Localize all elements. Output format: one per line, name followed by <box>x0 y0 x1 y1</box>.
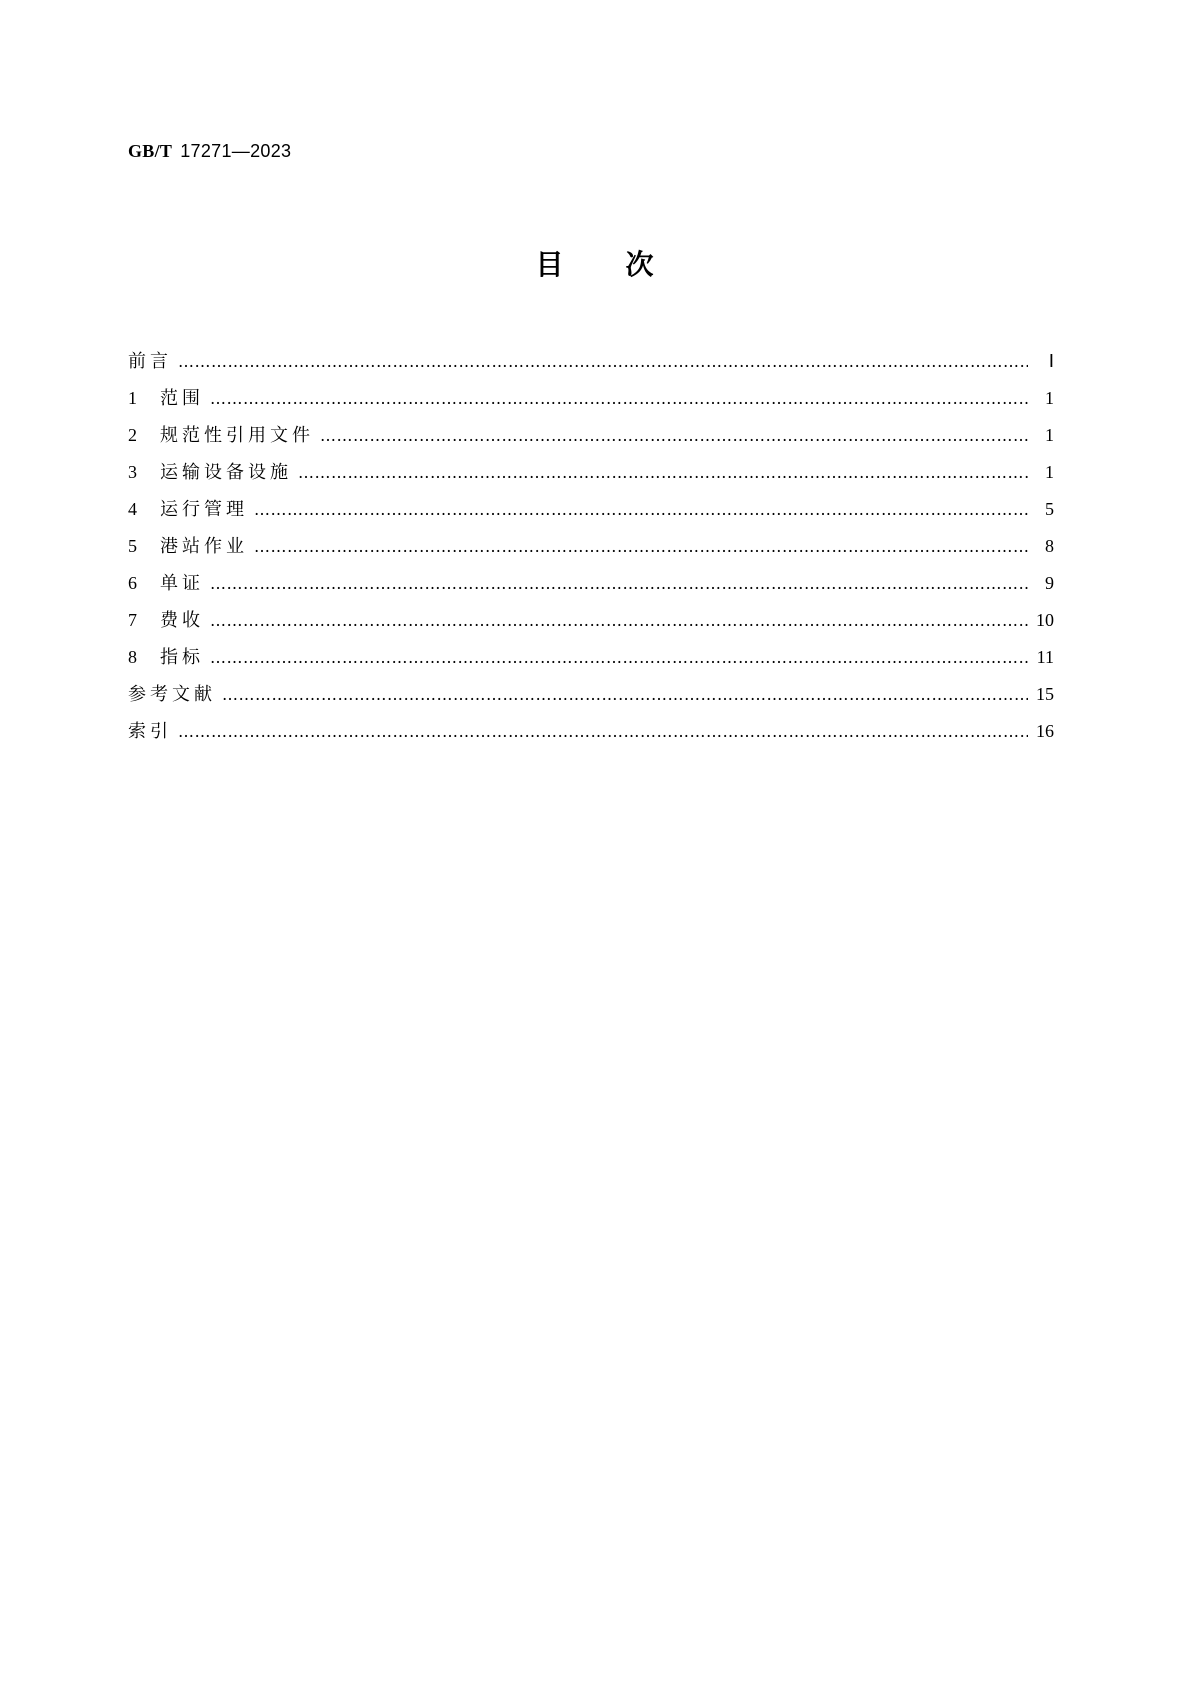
toc-entry-indicators[interactable] <box>128 639 1054 676</box>
toc-entry-label: 运输设备设施 <box>160 462 292 483</box>
toc-entry-preface[interactable] <box>128 343 1054 380</box>
toc-entry-port-operations[interactable] <box>128 528 1054 565</box>
toc-dot-leader <box>210 639 1028 676</box>
toc-dot-leader <box>298 454 1028 491</box>
toc-entry-documents[interactable] <box>128 565 1054 602</box>
toc-entry-label: 单证 <box>160 573 204 594</box>
toc-entry-page: 1 <box>1045 425 1054 445</box>
toc-entry-label: 指标 <box>160 647 204 668</box>
toc-entry-page: Ⅰ <box>1048 351 1054 371</box>
toc-entry-page: 8 <box>1045 536 1054 556</box>
toc-entry-operation-management[interactable] <box>128 491 1054 528</box>
toc-entry-number: 3 <box>128 462 137 482</box>
toc-entry-page: 5 <box>1045 499 1054 519</box>
toc-entry-number: 5 <box>128 536 137 556</box>
toc-dot-leader <box>254 491 1028 528</box>
toc-entry-label: 范围 <box>160 388 204 409</box>
toc-entry-scope[interactable] <box>128 380 1054 417</box>
toc-entry-page: 16 <box>1036 721 1054 741</box>
toc-dot-leader <box>178 713 1028 750</box>
standard-prefix: GB/T <box>128 141 173 161</box>
toc-entry-page: 10 <box>1036 610 1054 630</box>
toc-entry-label: 前言 <box>128 351 172 372</box>
toc-entry-index[interactable] <box>128 713 1054 750</box>
toc-entry-label: 港站作业 <box>160 536 248 557</box>
toc-entry-label: 参考文献 <box>128 684 216 705</box>
toc-dot-leader <box>320 417 1028 454</box>
toc-dot-leader <box>222 676 1028 713</box>
toc-entry-page: 15 <box>1036 684 1054 704</box>
toc-entry-number: 8 <box>128 647 137 667</box>
toc-entry-number: 6 <box>128 573 137 593</box>
toc-dot-leader <box>210 565 1028 602</box>
toc-title: 目 次 <box>535 248 656 281</box>
toc-entry-number: 4 <box>128 499 137 519</box>
toc-entry-label: 费收 <box>160 610 204 631</box>
standard-number: 17271—2023 <box>180 141 292 161</box>
toc-entry-normative-references[interactable] <box>128 417 1054 454</box>
toc-entry-page: 9 <box>1045 573 1054 593</box>
toc-entry-charges[interactable] <box>128 602 1054 639</box>
toc-dot-leader <box>254 528 1028 565</box>
toc-entry-number: 2 <box>128 425 137 445</box>
toc-entry-bibliography[interactable] <box>128 676 1054 713</box>
standard-code <box>128 141 291 162</box>
toc-entry-number: 7 <box>128 610 137 630</box>
toc-entry-label: 索引 <box>128 721 172 742</box>
toc-entry-label: 运行管理 <box>160 499 248 520</box>
toc-entry-number: 1 <box>128 388 137 408</box>
toc-entry-page: 11 <box>1036 647 1054 667</box>
toc-dot-leader <box>178 343 1028 380</box>
toc-list <box>128 343 1054 750</box>
toc-dot-leader <box>210 380 1028 417</box>
toc-dot-leader <box>210 602 1028 639</box>
toc-entry-transport-equipment[interactable] <box>128 454 1054 491</box>
toc-entry-page: 1 <box>1045 388 1054 408</box>
toc-entry-label: 规范性引用文件 <box>160 425 314 446</box>
toc-entry-page: 1 <box>1045 462 1054 482</box>
